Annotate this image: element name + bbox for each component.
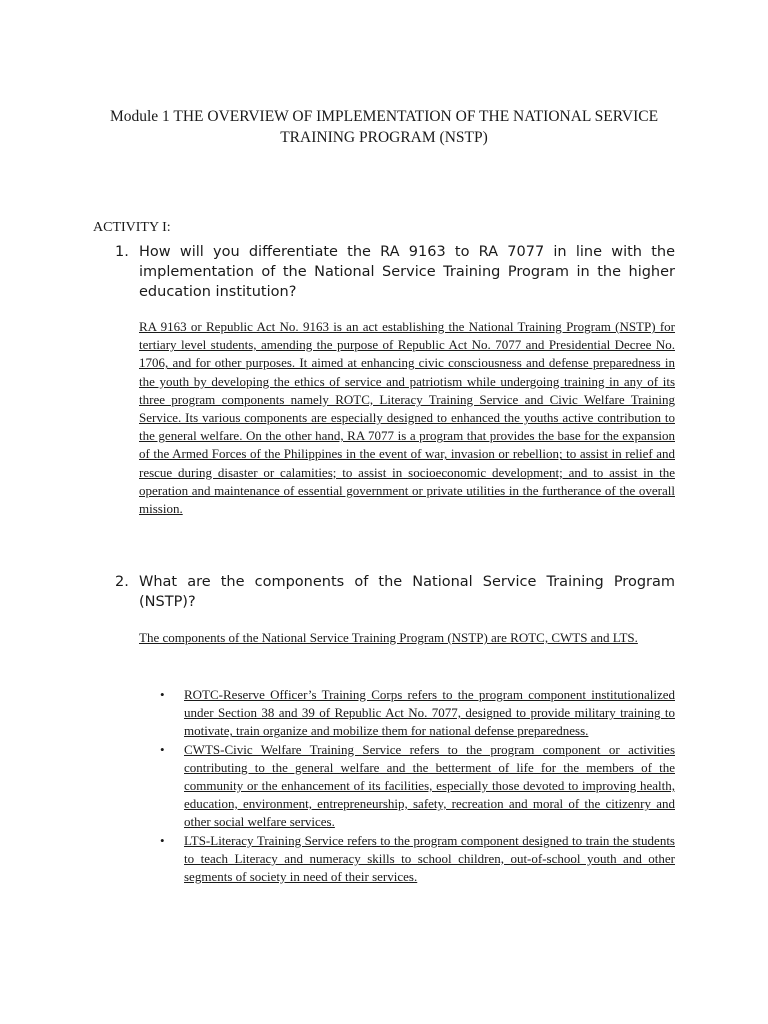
- list-item-text: ROTC-Reserve Officer’s Training Corps refers to the program component institutionalized under Section 38 and 39 of Republic Act No. 7077, designed to provide military training to motivate, train organize and mobilize them for national defense preparedness.: [184, 687, 675, 739]
- components-list: [160, 686, 675, 886]
- list-item-text: LTS-Literacy Training Service refers to the program component designed to train the students to teach Literacy and numeracy skills to school children, out-of-school youth and other segments of society in need of their services.: [184, 832, 675, 885]
- list-item-lts: [160, 832, 675, 887]
- question-2-number: 2.: [115, 574, 129, 590]
- question-1: [115, 242, 675, 302]
- question-1-text: How will you differentiate the RA 9163 to RA 7077 in line with the implementation of the National Service Training Program in the higher education institution?: [139, 244, 675, 300]
- question-2-text: What are the components of the National Service Training Program (NSTP)?: [139, 574, 675, 610]
- answer-2: The components of the National Service Training Program (NSTP) are ROTC, CWTS and LTS.: [139, 630, 638, 645]
- activity-label: ACTIVITY I:: [93, 220, 171, 235]
- list-item-cwts: [160, 741, 675, 832]
- answer-1: RA 9163 or Republic Act No. 9163 is an act establishing the National Training Program (NSTP) for tertiary level students, amending the purpose of Republic Act No. 7077 and Presidential Decree No. 1706, and for other purposes. It aimed at enhancing civic consciousness and defense preparedness in the youth by developing the ethics of service and patriotism while undergoing training in any of its three program components namely ROTC, Literacy Training Service and Civic Welfare Training Service. Its various components are especially designed to enhanced the youths active contribution to the general welfare. On the other hand, RA 7077 is a program that provides the base for the expansion of the Armed Forces of the Philippines in the event of war, invasion or rebellion; to assist in relief and rescue during disaster or calamities; to assist in socioeconomic development; and to assist in the operation and maintenance of essential government or private utilities in the furtherance of the overall mission.: [139, 319, 675, 517]
- bullet-icon: •: [160, 741, 165, 757]
- list-item-rotc: [160, 686, 675, 741]
- bullet-icon: •: [160, 832, 165, 848]
- bullet-icon: •: [160, 687, 165, 702]
- module-title: Module 1 THE OVERVIEW OF IMPLEMENTATION OF THE NATIONAL SERVICE TRAINING PROGRAM (NSTP): [109, 108, 659, 146]
- list-item-text: CWTS-Civic Welfare Training Service refers to the program component or activities contributing to the general welfare and the betterment of life for the members of the community or the enhancement of its facilities, especially those devoted to improving health, education, environment, entrepreneurship, safety, recreation and moral of the citizenry and other social welfare services.: [184, 741, 675, 830]
- question-1-number: 1.: [115, 244, 129, 260]
- question-2: [115, 572, 675, 612]
